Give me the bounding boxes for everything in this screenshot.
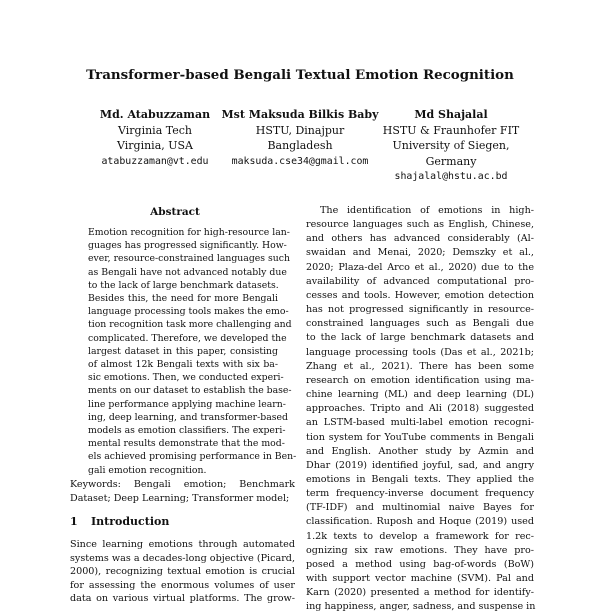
body-line: Karn (2020) presented a method for identify- (306, 587, 534, 599)
body-line: 1.2k texts to develop a framework for rec- (306, 530, 534, 542)
body-line: (TF-IDF) and multinomial naive Bayes for (306, 502, 534, 514)
abstract-line: ments on our dataset to establish the base- (88, 385, 292, 397)
section-heading-introduction (70, 515, 295, 528)
body-line: Zhang et al., 2021). There has been some (306, 360, 534, 372)
abstract-line: Besides this, the need for more Bengali (88, 293, 278, 305)
body-line: ognizing six raw emotions. They have pro- (306, 544, 534, 556)
body-line: tion system for YouTube comments in Bengali (306, 431, 534, 443)
abstract-body (88, 226, 297, 477)
author-email: maksuda.cse34@gmail.com (231, 155, 369, 167)
abstract-line: to the lack of large benchmark datasets. (88, 279, 279, 291)
body-line: research on emotion identification using ma- (306, 374, 534, 386)
abstract-line: largest dataset in this paper, consisting (88, 345, 278, 357)
right-column-text (306, 204, 534, 615)
author-block-3 (367, 107, 535, 185)
body-line: term frequency-inverse document frequency (306, 488, 534, 500)
abstract-line: sic emotions. Then, we conducted experi- (88, 372, 284, 384)
intro-line: 2000), recognizing textual emotion is crucial (70, 566, 295, 578)
abstract-heading: Abstract (150, 206, 200, 218)
author-email: atabuzzaman@vt.edu (101, 155, 209, 167)
body-line: has not progressed significantly in resource- (306, 304, 534, 316)
body-line: Dhar (2019) identified joyful, sad, and angry (306, 459, 534, 471)
author-location: Bangladesh (267, 139, 333, 152)
author-location: Virginia, USA (117, 139, 193, 152)
body-line: with support vector machine (SVM). Pal and (306, 573, 534, 585)
abstract-line: complicated. Therefore, we developed the (88, 332, 287, 344)
abstract-line: language processing tools makes the emo- (88, 306, 289, 318)
author-name: Md Shajalal (414, 108, 488, 121)
body-line: posed a method using bag-of-words (BoW) (306, 558, 534, 570)
intro-line: Since learning emotions through automated (70, 539, 295, 550)
author-affiliation: HSTU, Dinajpur (255, 123, 345, 137)
abstract-line: as Bengali have not advanced notably due (88, 266, 287, 278)
abstract-line: mental results demonstrate that the mod- (88, 438, 285, 450)
author-affiliation: HSTU & Fraunhofer FIT (382, 123, 520, 137)
body-line: classification. Ruposh and Hoque (2019) used (306, 516, 534, 528)
paper-title: Transformer-based Bengali Textual Emotion Recognition (86, 67, 514, 83)
keywords-line: Keywords: Bengali emotion; Benchmark (70, 479, 295, 490)
body-line: constrained languages such as Bengali due (306, 318, 534, 330)
body-line: and English. Another study by Azmin and (306, 445, 534, 457)
body-line: The identification of emotions in high- (320, 205, 534, 216)
body-line: 2020; Plaza-del Arco et al., 2020) due to the (306, 261, 534, 273)
abstract-line: gali emotion recognition. (88, 464, 207, 476)
abstract-line: ever, resource-constrained languages such (88, 253, 290, 265)
author-affiliation: Virginia Tech (118, 123, 192, 137)
section-number: 1 (70, 515, 78, 528)
body-line: to the lack of large benchmark datasets and (306, 332, 534, 344)
body-line: an LSTM-based multi-label emotion recogni- (306, 417, 534, 429)
body-line: language processing tools (Das et al., 2021b; (306, 346, 534, 358)
abstract-line: ing, deep learning, and transformer-based (88, 411, 288, 423)
abstract-line: Emotion recognition for high-resource lan- (88, 227, 290, 238)
body-line: approaches. Tripto and Ali (2018) suggested (306, 403, 534, 415)
intro-line: systems was a decades-long objective (Picard, (70, 552, 295, 564)
section-title: Introduction (91, 515, 170, 528)
body-line: cesses and tools. However, emotion detection (306, 289, 534, 301)
keywords-block (70, 478, 295, 505)
body-line: and others has advanced considerably (Al- (306, 233, 534, 245)
abstract-line: tion recognition task more challenging and (88, 319, 292, 331)
body-line: swaidan and Menai, 2020; Demszky et al., (306, 247, 534, 259)
keywords-line: Dataset; Deep Learning; Transformer model; (70, 492, 290, 504)
author-name: Md. Atabuzzaman (99, 108, 211, 121)
body-line: resource languages such as English, Chinese, (306, 219, 534, 231)
intro-line: data on various virtual platforms. The grow- (70, 593, 295, 605)
abstract-line: els achieved promising performance in Ben- (88, 451, 297, 463)
abstract-line: models as emotion classifiers. The experi- (88, 425, 286, 437)
author-block-2 (216, 107, 384, 169)
abstract-line: of almost 12k Bengali texts with six ba- (88, 359, 278, 371)
author-block-1 (71, 107, 239, 169)
body-line: emotions in Bengali texts. They applied the (306, 473, 534, 485)
introduction-body (70, 538, 295, 606)
author-name: Mst Maksuda Bilkis Baby (221, 108, 379, 121)
body-line: availability of advanced computational pro- (306, 275, 534, 287)
intro-line: for assessing the enormous volumes of user (70, 579, 295, 591)
author-location: University of Siegen, Germany (392, 139, 510, 168)
author-email: shajalal@hstu.ac.bd (394, 171, 508, 182)
body-line: ing happiness, anger, sadness, and suspense in (306, 601, 536, 613)
abstract-line: line performance applying machine learn- (88, 398, 286, 410)
abstract-line: guages has progressed significantly. How- (88, 240, 287, 252)
body-line: chine learning (ML) and deep learning (DL) (306, 389, 534, 401)
